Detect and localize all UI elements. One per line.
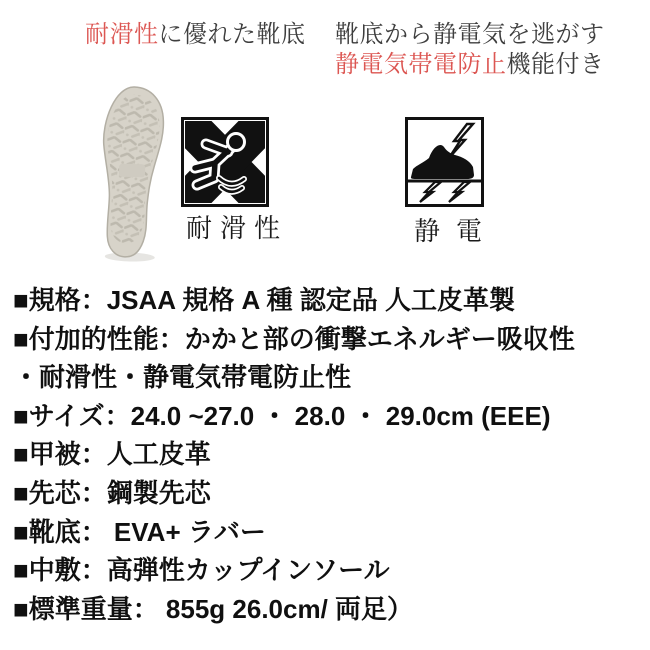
spec-line-upper: ■甲被：人工皮革 bbox=[13, 439, 211, 470]
spec-line-additional2: ・耐滑性・静電気帯電防止性 bbox=[13, 362, 352, 393]
spec-line-outsole: ■靴底： EVA+ ラバー bbox=[13, 516, 266, 547]
spec-line-standard: ■規格：JSAA 規格 A 種 認定品 人工皮革製 bbox=[13, 285, 516, 315]
slip-heading-rest: に優れた靴底 bbox=[158, 21, 306, 48]
outsole-photo bbox=[90, 83, 175, 263]
spec-line-additional: ■付加的性能：かかと部の衝撃エネルギー吸収性 bbox=[13, 323, 575, 354]
slip-feature-heading bbox=[85, 20, 306, 50]
antistatic-icon-label: 静電 bbox=[414, 216, 499, 246]
outsole-image bbox=[90, 83, 175, 263]
antistatic-heading-highlight: 静電気帯電防止 bbox=[335, 51, 507, 78]
spec-line-insole: ■中敷：高弾性カップインソール bbox=[13, 555, 390, 586]
spec-line-weight: ■標準重量： 855g 26.0cm/ 両足） bbox=[13, 593, 414, 624]
antistatic-icon bbox=[405, 117, 484, 207]
slip-icon-label: 耐滑性 bbox=[186, 213, 289, 243]
antistatic-heading-rest: 機能付き bbox=[506, 51, 605, 78]
spec-list bbox=[13, 281, 649, 628]
antistatic-feature-heading bbox=[335, 20, 605, 80]
slip-resistance-icon bbox=[181, 117, 269, 207]
spec-line-toecap: ■先芯：鋼製先芯 bbox=[13, 477, 211, 508]
antistatic-heading-line2 bbox=[335, 50, 605, 80]
antistatic-heading-line1: 靴底から静電気を逃がす bbox=[335, 21, 605, 48]
slip-heading-highlight: 耐滑性 bbox=[85, 21, 159, 48]
sole-brand-patch bbox=[119, 164, 145, 178]
spec-line-size: ■サイズ：24.0 ~27.0 ・ 28.0 ・ 29.0cm (EEE) bbox=[13, 400, 551, 431]
